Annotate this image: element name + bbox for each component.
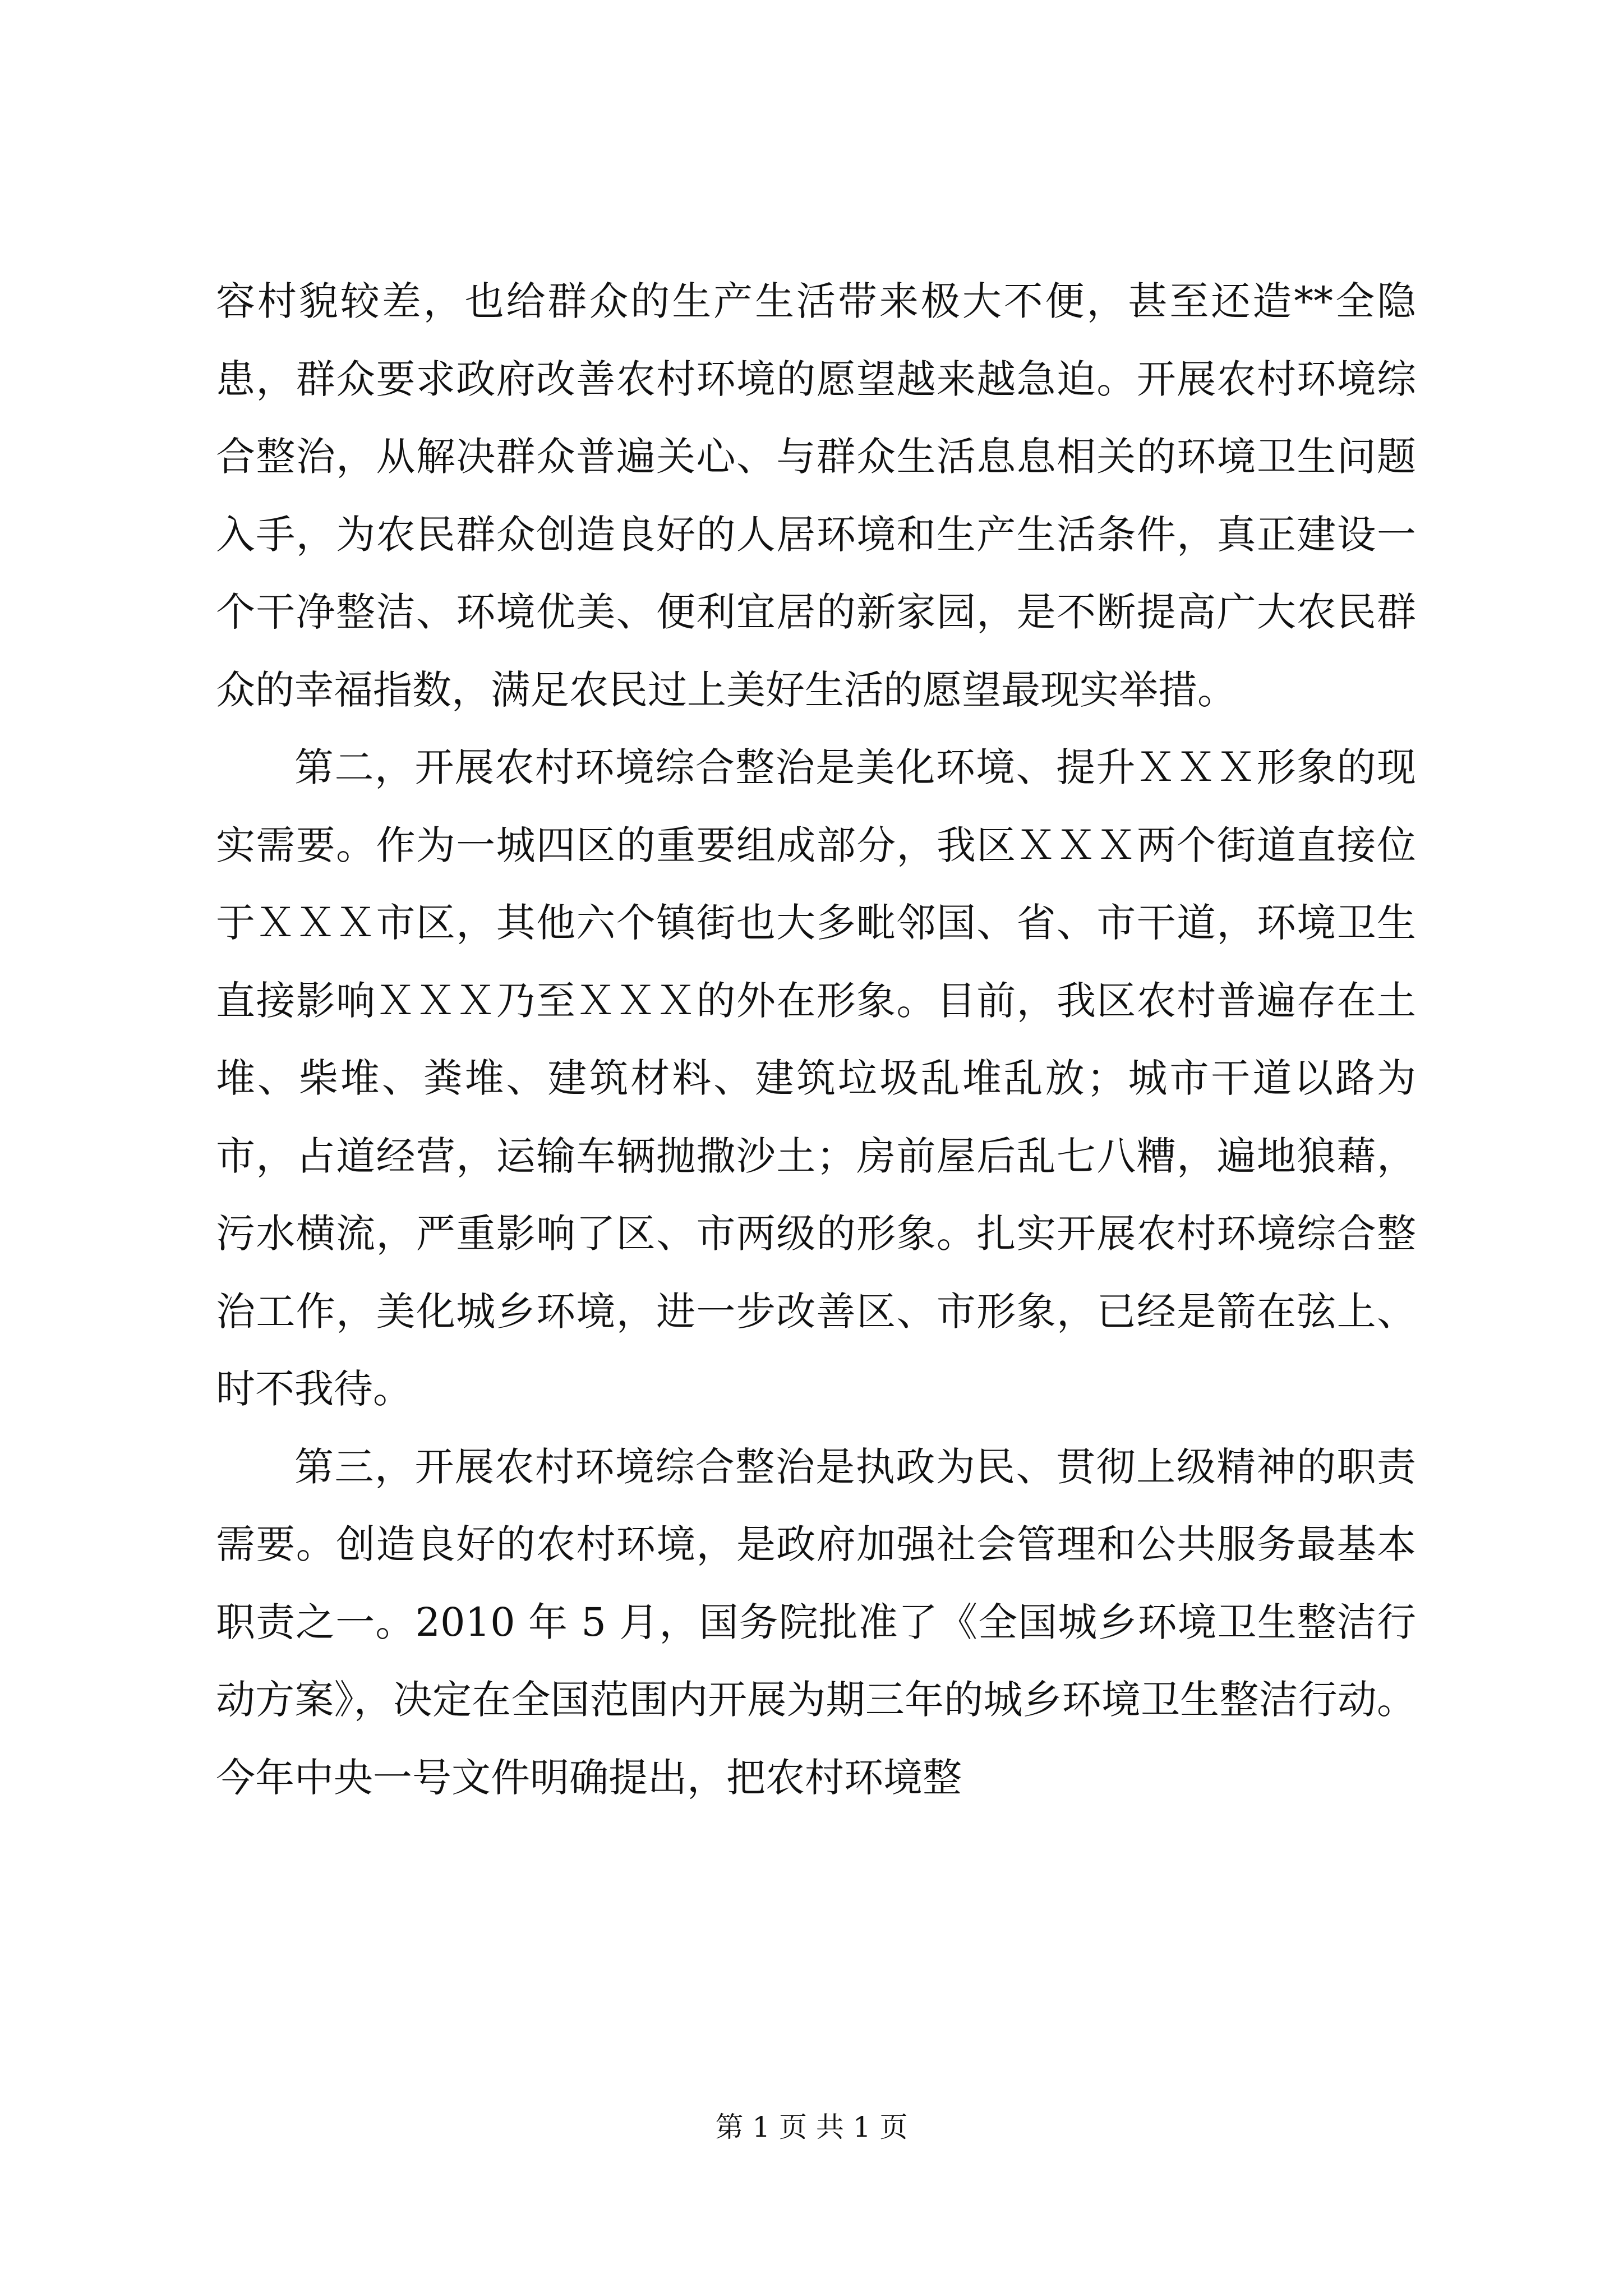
document-body <box>216 263 1416 1816</box>
page-footer: 第 1 页 共 1 页 <box>715 2111 908 2143</box>
paragraph-3: 第三，开展农村环境综合整治是执政为民、贯彻上级精神的职责需要。创造良好的农村环境，是政府加强社会管理和公共服务最基本职责之一。2010 年 5 月，国务院批准了《全国城乡环境卫生整洁行动方案》，决定在全国范围内开展为期三年的城乡环境卫生整洁行动。今年中央一号文件明确提出，把农村环境整 <box>216 1443 1416 1801</box>
paragraph-1: 容村貌较差，也给群众的生产生活带来极大不便，甚至还造**全隐患，群众要求政府改善农村环境的愿望越来越急迫。开展农村环境综合整治，从解决群众普遍关心、与群众生活息息相关的环境卫生问题入手，为农民群众创造良好的人居环境和生产生活条件，真正建设一个干净整洁、环境优美、便利宜居的新家园，是不断提高广大农民群众的幸福指数，满足农民过上美好生活的愿望最现实举措。 <box>216 278 1416 713</box>
paragraph-2: 第二，开展农村环境综合整治是美化环境、提升ＸＸＸ形象的现实需要。作为一城四区的重要组成部分，我区ＸＸＸ两个街道直接位于ＸＸＸ市区，其他六个镇街也大多毗邻国、省、市干道，环境卫生直接影响ＸＸＸ乃至ＸＸＸ的外在形象。目前，我区农村普遍存在土堆、柴堆、粪堆、建筑材料、建筑垃圾乱堆乱放；城市干道以路为市，占道经营，运输车辆抛撒沙土；房前屋后乱七八糟，遍地狼藉，污水横流，严重影响了区、市两级的形象。扎实开展农村环境综合整治工作，美化城乡环境，进一步改善区、市形象，已经是箭在弦上、时不我待。 <box>216 744 1416 1412</box>
